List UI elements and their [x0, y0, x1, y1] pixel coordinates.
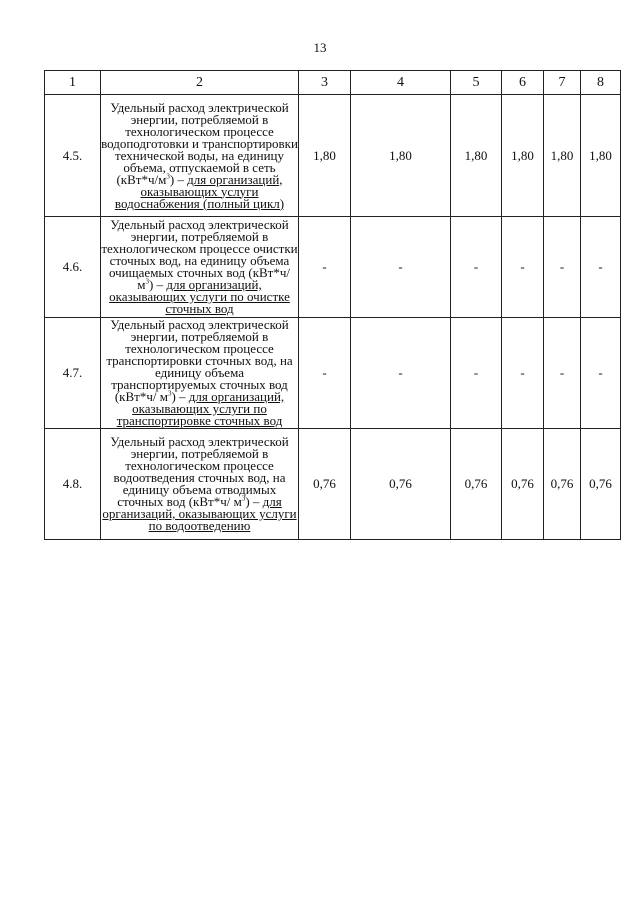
description-text: Удельный расход электрической энергии, потребляемой в технологическом процессе очистки сточных вод, на единицу объема очищаемых сточных вод (кВт*ч/ м [101, 217, 298, 292]
table-row [45, 217, 621, 318]
description-text: Удельный расход электрической энергии, потребляемой в технологическом процессе водоподготовки и транспортировки технической воды, на единицу объема, отпускаемой в сеть (кВт*ч/м [101, 99, 298, 187]
header-cell: 8 [581, 71, 621, 95]
value-cell: 0,76 [351, 429, 451, 540]
value-cell: 1,80 [544, 95, 581, 217]
value-cell: - [544, 318, 581, 429]
description-underlined: для организаций, оказывающих услуги водоснабжения (полный цикл) [114, 171, 285, 211]
row-number: 4.8. [45, 429, 101, 540]
value-cell: - [451, 217, 502, 318]
value-cell: 0,76 [502, 429, 544, 540]
page-number: 13 [313, 40, 327, 55]
header-cell: 7 [544, 71, 581, 95]
table-row [45, 95, 621, 217]
header-cell: 3 [299, 71, 351, 95]
value-cell: - [351, 318, 451, 429]
row-description [101, 217, 299, 318]
description-underlined: для организаций, оказывающих услуги по транспортировке сточных вод [116, 389, 285, 428]
value-cell: 0,76 [299, 429, 351, 540]
value-cell: 1,80 [502, 95, 544, 217]
description-text: Удельный расход электрической энергии, потребляемой в технологическом процессе водоотведения сточных вод, на единицу объема отводимых сточных вод (кВт*ч/ м [110, 434, 289, 509]
value-cell: 1,80 [351, 95, 451, 217]
value-cell: - [544, 217, 581, 318]
value-cell: - [581, 217, 621, 318]
value-cell: - [502, 217, 544, 318]
row-number: 4.5. [45, 95, 101, 217]
value-cell: - [299, 217, 351, 318]
table-row [45, 429, 621, 540]
description-text: ) – [149, 277, 167, 292]
header-row [45, 71, 621, 95]
description-underlined: для организаций, оказывающих услуги по очистке сточных вод [109, 277, 290, 316]
value-cell: - [451, 318, 502, 429]
table-row [45, 318, 621, 429]
description-text: ) – [169, 171, 188, 187]
value-cell: 1,80 [299, 95, 351, 217]
row-description [101, 429, 299, 540]
row-number: 4.7. [45, 318, 101, 429]
description-superscript: 3 [241, 494, 246, 503]
indicator-table [44, 70, 621, 540]
description-text: Удельный расход электрической энергии, потребляемой в технологическом процессе транспортировки сточных вод, на единицу объема транспортируемых сточных вод (кВт*ч/ м [106, 317, 293, 404]
value-cell: 1,80 [581, 95, 621, 217]
description-superscript: 3 [167, 389, 172, 398]
description-superscript: 3 [145, 277, 149, 286]
value-cell: 0,76 [544, 429, 581, 540]
header-cell: 4 [351, 71, 451, 95]
header-cell: 1 [45, 71, 101, 95]
row-number: 4.6. [45, 217, 101, 318]
value-cell: - [299, 318, 351, 429]
header-cell: 5 [451, 71, 502, 95]
row-description [101, 95, 299, 217]
header-cell: 6 [502, 71, 544, 95]
row-description [101, 318, 299, 429]
description-text: ) – [245, 494, 263, 509]
description-text: ) – [171, 389, 189, 404]
value-cell: - [502, 318, 544, 429]
description-superscript: 3 [166, 172, 170, 181]
value-cell: 0,76 [451, 429, 502, 540]
description-underlined: для организаций, оказывающих услуги по водоотведению [102, 494, 297, 533]
header-cell: 2 [101, 71, 299, 95]
value-cell: 1,80 [451, 95, 502, 217]
value-cell: - [351, 217, 451, 318]
value-cell: 0,76 [581, 429, 621, 540]
value-cell: - [581, 318, 621, 429]
